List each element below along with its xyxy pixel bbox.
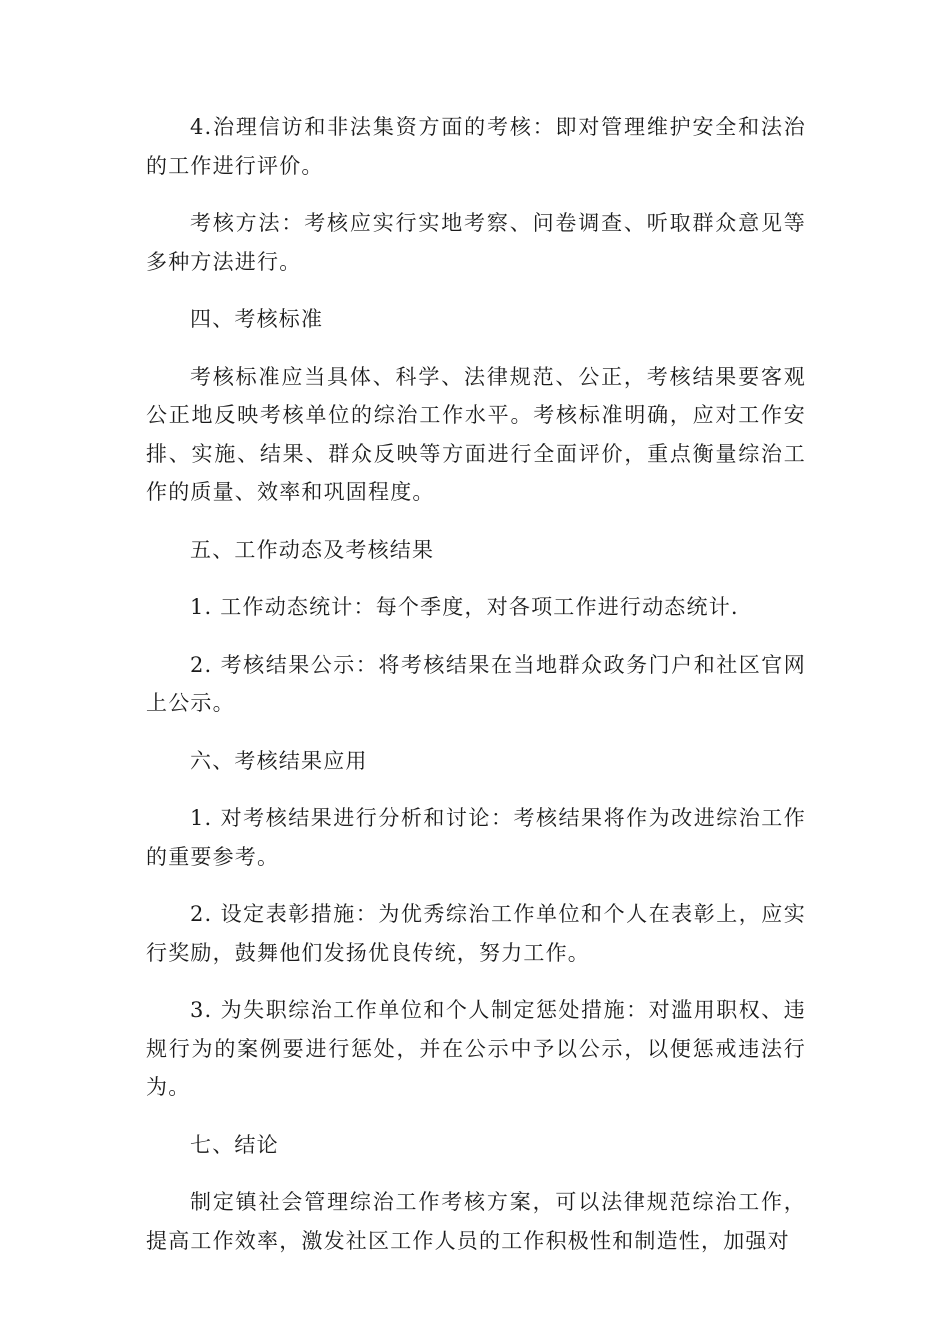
paragraph-item-4-petition: 4.治理信访和非法集资方面的考核：即对管理维护安全和法治的工作进行评价。 [146, 115, 806, 178]
paragraph-punishment: 3. 为失职综治工作单位和个人制定惩处措施：对滥用职权、违规行为的案例要进行惩处，并在公示中予以公示，以便惩戒违法行为。 [146, 998, 806, 1099]
paragraph-commendation: 2. 设定表彰措施：为优秀综治工作单位和个人在表彰上，应实行奖励，鼓舞他们发扬优良传统，努力工作。 [146, 902, 806, 965]
paragraph-results-publicity: 2. 考核结果公示：将考核结果在当地群众政务门户和社区官网上公示。 [146, 652, 806, 715]
document-body [146, 108, 806, 1279]
section-heading-standards: 四、考核标准 [190, 307, 324, 331]
paragraph-analysis-discussion: 1. 对考核结果进行分析和讨论：考核结果将作为改进综治工作的重要参考。 [146, 806, 806, 869]
paragraph-dynamics-statistics: 1. 工作动态统计：每个季度，对各项工作进行动态统计. [190, 595, 739, 619]
section-heading-results-application: 六、考核结果应用 [190, 748, 368, 773]
section-heading-conclusion: 七、结论 [190, 1132, 279, 1157]
paragraph-conclusion: 制定镇社会管理综治工作考核方案，可以法律规范综治工作，提高工作效率，激发社区工作人员的工作积极性和制造性，加强对 [146, 1190, 806, 1253]
section-heading-dynamics-results: 五、工作动态及考核结果 [190, 537, 435, 562]
paragraph-assessment-method: 考核方法：考核应实行实地考察、问卷调查、听取群众意见等多种方法进行。 [146, 211, 806, 274]
paragraph-standards: 考核标准应当具体、科学、法律规范、公正，考核结果要客观公正地反映考核单位的综治工作水平。考核标准明确，应对工作安排、实施、结果、群众反映等方面进行全面评价，重点衡量综治工作的质量、效率和巩固程度。 [146, 364, 806, 504]
